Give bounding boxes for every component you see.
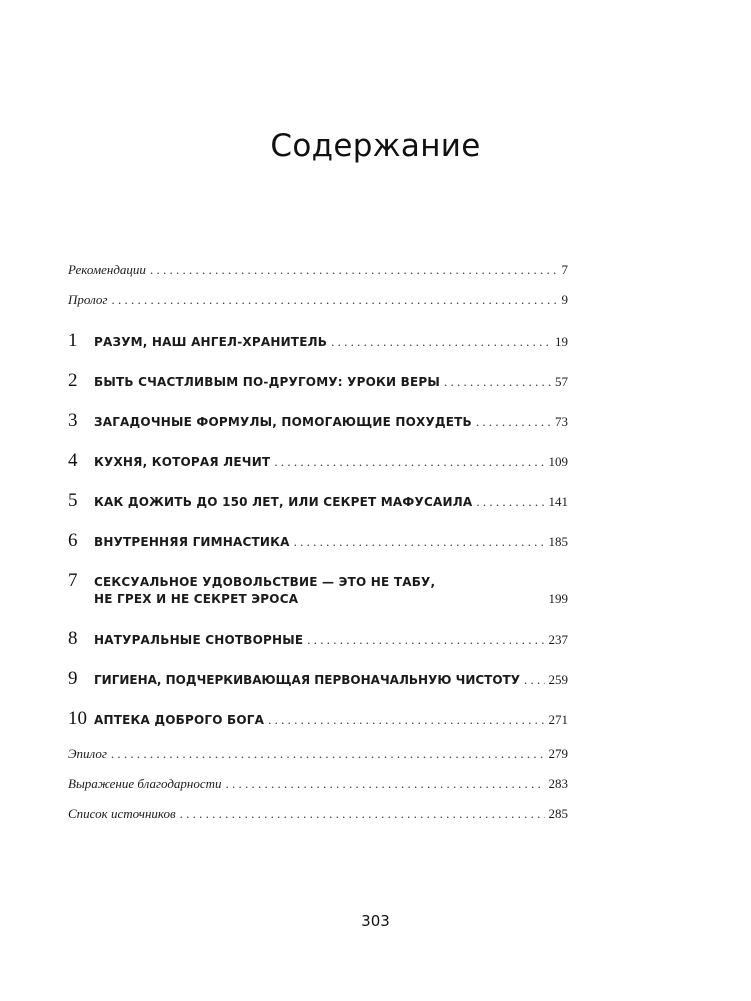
toc-entry-prologue: [68, 292, 568, 314]
dot-leader: [111, 746, 545, 762]
toc-entry-label: Пролог: [68, 292, 108, 307]
toc-entry-chapter-6: [68, 530, 568, 552]
chapter-number: 10: [68, 708, 87, 729]
toc-entry-label: СЕКСУАЛЬНОЕ УДОВОЛЬСТВИЕ — ЭТО НЕ ТАБУ,: [94, 575, 436, 589]
toc-entry-page: 9: [561, 292, 568, 307]
dot-leader: [307, 632, 544, 648]
toc-entry-label: КУХНЯ, КОТОРАЯ ЛЕЧИТ: [94, 455, 271, 469]
page-number: 303: [361, 912, 390, 930]
toc-entry-page: 185: [548, 534, 568, 549]
toc-entry-chapter-9: [68, 668, 568, 690]
toc-entry-page: 283: [548, 776, 568, 791]
dot-leader: [180, 806, 545, 822]
dot-leader: [268, 712, 544, 728]
toc-entry-label: ВНУТРЕННЯЯ ГИМНАСТИКА: [94, 535, 290, 549]
dot-leader: [524, 672, 545, 688]
toc-entry-chapter-8: [68, 628, 568, 650]
chapter-number: 6: [68, 530, 78, 551]
toc-entry-label: БЫТЬ СЧАСТЛИВЫМ ПО-ДРУГОМУ: УРОКИ ВЕРЫ: [94, 375, 441, 389]
toc-entry-page: 285: [548, 806, 568, 821]
toc-entry-label: Эпилог: [68, 746, 107, 761]
toc-entry-page: 279: [548, 746, 568, 761]
toc-entry-page: 109: [548, 454, 568, 469]
toc-entry-chapter-4: [68, 450, 568, 472]
toc-entry-epilogue: [68, 746, 568, 768]
dot-leader: [111, 292, 557, 308]
chapter-number: 5: [68, 490, 78, 511]
toc-entry-chapter-7-continued: [94, 591, 568, 613]
toc-entry-page: 141: [548, 494, 568, 509]
dot-leader: [331, 334, 551, 350]
chapter-number: 8: [68, 628, 78, 649]
toc-entry-page: 237: [548, 632, 568, 647]
toc-entry-chapter-1: [68, 330, 568, 352]
chapter-number: 4: [68, 450, 78, 471]
toc-entry-page: 199: [548, 591, 568, 606]
toc-entry-label: РАЗУМ, НАШ АНГЕЛ-ХРАНИТЕЛЬ: [94, 335, 328, 349]
toc-entry-label: ЗАГАДОЧНЫЕ ФОРМУЛЫ, ПОМОГАЮЩИЕ ПОХУДЕТЬ: [94, 415, 472, 429]
dot-leader: [274, 454, 544, 470]
toc-entry-label: КАК ДОЖИТЬ ДО 150 ЛЕТ, ИЛИ СЕКРЕТ МАФУСАИЛА: [94, 495, 473, 509]
toc-entry-label-continued: НЕ ГРЕХ И НЕ СЕКРЕТ ЭРОСА: [94, 592, 299, 606]
toc-entry-recommendations: [68, 262, 568, 284]
toc-entry-acknowledgements: [68, 776, 568, 798]
dot-leader: [444, 374, 551, 390]
toc-entry-page: 7: [561, 262, 568, 277]
toc-entry-chapter-10: [68, 708, 568, 730]
chapter-number: 3: [68, 410, 78, 431]
dot-leader: [150, 262, 558, 278]
chapter-number: 1: [68, 330, 78, 351]
toc-entry-label: НАТУРАЛЬНЫЕ СНОТВОРНЫЕ: [94, 633, 304, 647]
toc-entry-chapter-3: [68, 410, 568, 432]
dot-leader: [294, 534, 545, 550]
chapter-number: 2: [68, 370, 78, 391]
toc-entry-page: 73: [555, 414, 568, 429]
toc-entry-chapter-7: [68, 570, 568, 592]
toc-entry-chapter-5: [68, 490, 568, 512]
chapter-number: 9: [68, 668, 78, 689]
dot-leader: [476, 494, 544, 510]
toc-entry-label: ГИГИЕНА, ПОДЧЕРКИВАЮЩАЯ ПЕРВОНАЧАЛЬНУЮ ЧИСТОТУ: [94, 673, 520, 687]
toc-entry-page: 19: [555, 334, 568, 349]
dot-leader: [226, 776, 545, 792]
toc-entry-label: Рекомендации: [68, 262, 146, 277]
toc-entry-label: Список источников: [68, 806, 176, 821]
toc-entry-page: 259: [548, 672, 568, 687]
toc-entry-label: АПТЕКА ДОБРОГО БОГА: [94, 713, 265, 727]
dot-leader: [476, 414, 551, 430]
toc-entry-chapter-2: [68, 370, 568, 392]
toc-entry-label: Выражение благодарности: [68, 776, 222, 791]
page-title: Содержание: [270, 128, 481, 164]
toc-entry-sources: [68, 806, 568, 828]
toc-entry-page: 271: [548, 712, 568, 727]
chapter-number: 7: [68, 570, 78, 591]
toc-entry-page: 57: [555, 374, 568, 389]
